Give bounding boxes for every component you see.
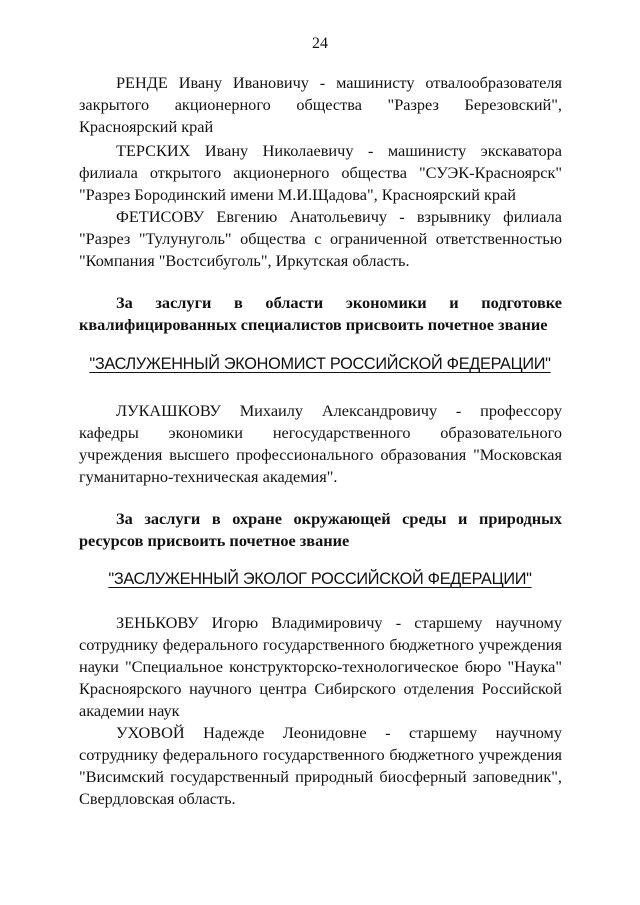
title-ecologist: [0, 568, 640, 590]
page-number: 24: [312, 35, 328, 52]
title-economist: [0, 353, 640, 375]
award-entry-rende: РЕНДЕ Ивану Ивановичу - машинисту отвалообразователя закрытого акционерного общества "Разрез Березовский", Красноярский край: [79, 73, 562, 136]
award-entry-lukashkov: ЛУКАШКОВУ Михаилу Александровичу - профессору кафедры экономики негосударственного образовательного учреждения высшего профессионального образования "Московская гуманитарно-техническая академия".: [79, 401, 562, 486]
award-entry-fetisov: ФЕТИСОВУ Евгению Анатольевичу - взрывнику филиала "Разрез "Тулунуголь" общества с ограниченной ответственностью "Компания "Востсибуголь", Иркутская область.: [79, 207, 562, 270]
title-ecologist-text: "ЗАСЛУЖЕННЫЙ ЭКОЛОГ РОССИЙСКОЙ ФЕДЕРАЦИИ": [108, 570, 532, 588]
award-entry-zenkov: ЗЕНЬКОВУ Игорю Владимировичу - старшему научному сотруднику федерального государственного бюджетного учреждения науки "Специальное конструкторско-технологическое бюро "Наука" Красноярского научного центра Сибирского отделения Российской академии наук: [79, 613, 562, 720]
section-heading-economics: За заслуги в области экономики и подготовке квалифицированных специалистов присвоить почетное звание: [79, 293, 562, 334]
award-entry-ukhova: УХОВОЙ Надежде Леонидовне - старшему научному сотруднику федерального государственного бюджетного учреждения "Висимский государственный природный биосферный заповедник", Свердловская область.: [79, 723, 562, 808]
award-entry-terskikh: ТЕРСКИХ Ивану Николаевичу - машинисту экскаватора филиала открытого акционерного общества "СУЭК-Красноярск" "Разрез Бородинский имени М.И.Щадова", Красноярский край: [79, 141, 562, 204]
title-economist-text: "ЗАСЛУЖЕННЫЙ ЭКОНОМИСТ РОССИЙСКОЙ ФЕДЕРАЦИИ": [89, 355, 551, 373]
section-heading-ecology: За заслуги в охране окружающей среды и природных ресурсов присвоить почетное звание: [79, 509, 562, 550]
